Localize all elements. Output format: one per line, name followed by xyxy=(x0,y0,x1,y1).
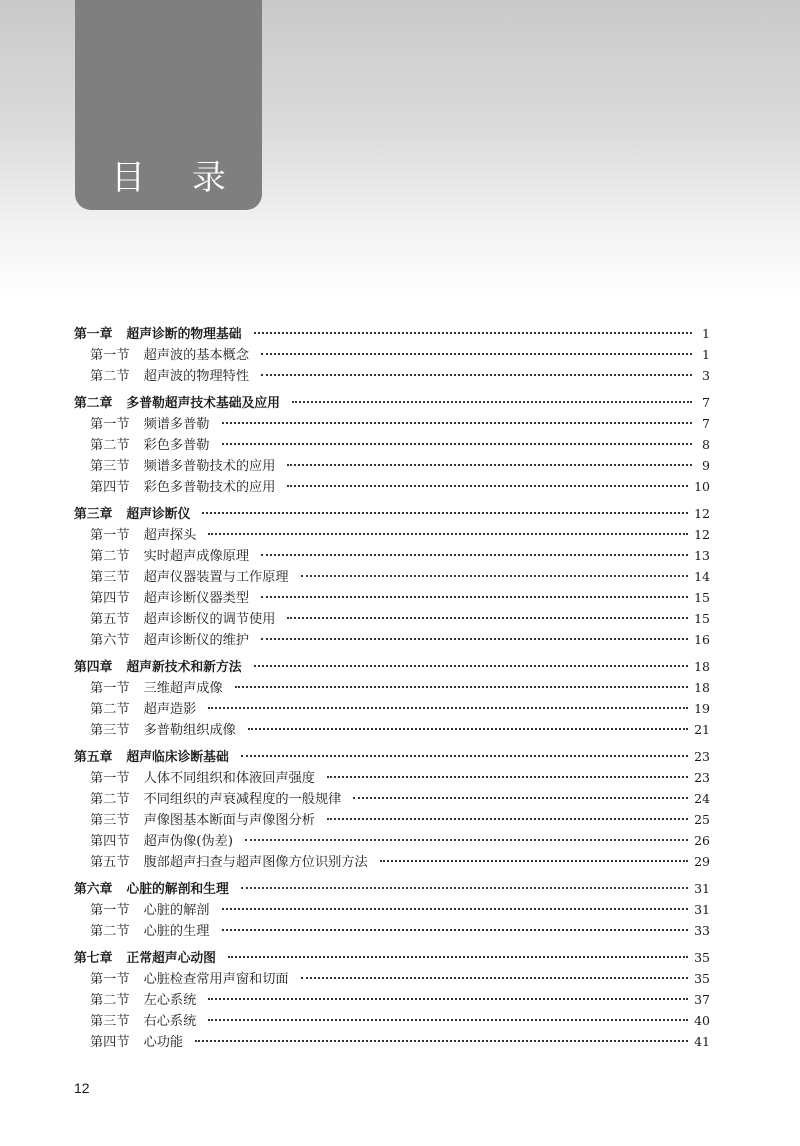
toc-section-number: 第一节 xyxy=(90,417,130,432)
toc-chapter-page: 23 xyxy=(694,749,710,764)
chapter-block xyxy=(74,323,710,386)
toc-chapter-number: 第五章 xyxy=(74,750,113,765)
dot-leader xyxy=(222,908,689,910)
toc-section[interactable] xyxy=(74,719,710,740)
toc-section-title: 超声仪器装置与工作原理 xyxy=(143,570,289,585)
toc-section[interactable] xyxy=(74,629,710,650)
toc-section[interactable] xyxy=(74,524,710,545)
dot-leader xyxy=(353,797,688,799)
dot-leader xyxy=(287,464,692,466)
toc-section-title: 彩色多普勒 xyxy=(143,438,210,453)
toc-section-title: 声像图基本断面与声像图分析 xyxy=(143,813,315,828)
toc-chapter-title: 心脏的解剖和生理 xyxy=(126,882,229,897)
toc-section-title: 超声探头 xyxy=(143,528,197,543)
toc-section-number: 第一节 xyxy=(90,528,130,543)
toc-section-page: 18 xyxy=(694,680,710,695)
toc-section-number: 第二节 xyxy=(90,993,130,1008)
toc-section-title: 心脏检查常用声窗和切面 xyxy=(143,972,289,987)
toc-section[interactable] xyxy=(74,809,710,830)
toc-section-page: 3 xyxy=(702,368,710,383)
toc-chapter-page: 18 xyxy=(694,659,710,674)
toc-chapter-page: 7 xyxy=(702,395,710,410)
toc-section-title: 频谱多普勒技术的应用 xyxy=(143,459,276,474)
dot-leader xyxy=(248,728,688,730)
toc-section-title: 超声诊断仪的维护 xyxy=(143,633,250,648)
toc-section-number: 第五节 xyxy=(90,855,130,870)
toc-section-page: 13 xyxy=(694,548,710,563)
toc-chapter[interactable] xyxy=(74,503,710,524)
toc-chapter-number: 第四章 xyxy=(74,660,113,675)
toc-section-number: 第二节 xyxy=(90,369,130,384)
dot-leader xyxy=(228,956,688,958)
dot-leader xyxy=(208,1019,688,1021)
dot-leader xyxy=(287,485,688,487)
toc-section-number: 第三节 xyxy=(90,1014,130,1029)
toc-section[interactable] xyxy=(74,545,710,566)
page-title: 目 录 xyxy=(111,158,244,198)
toc-section-number: 第四节 xyxy=(90,591,130,606)
toc-section-number: 第一节 xyxy=(90,348,130,363)
toc-section-number: 第一节 xyxy=(90,903,130,918)
toc-chapter[interactable] xyxy=(74,878,710,899)
toc-section[interactable] xyxy=(74,566,710,587)
toc-section-title: 心脏的生理 xyxy=(143,924,210,939)
chapter-block xyxy=(74,947,710,1052)
toc-section[interactable] xyxy=(74,830,710,851)
toc-section-title: 心脏的解剖 xyxy=(143,903,210,918)
toc-section-page: 10 xyxy=(694,479,710,494)
toc-section-page: 24 xyxy=(694,791,710,806)
toc-section-title: 右心系统 xyxy=(143,1014,197,1029)
toc-chapter-title: 正常超声心动图 xyxy=(126,951,216,966)
dot-leader xyxy=(241,887,688,889)
toc-chapter-number: 第一章 xyxy=(74,327,113,342)
toc-section-number: 第五节 xyxy=(90,612,130,627)
toc-section-title: 超声诊断仪的调节使用 xyxy=(143,612,276,627)
toc-section-page: 15 xyxy=(694,590,710,605)
toc-section-title: 心功能 xyxy=(143,1035,184,1050)
toc-section-title: 人体不同组织和体液回声强度 xyxy=(143,771,315,786)
dot-leader xyxy=(208,998,688,1000)
toc-section-title: 实时超声成像原理 xyxy=(143,549,250,564)
toc-section-number: 第二节 xyxy=(90,702,130,717)
dot-leader xyxy=(254,332,692,334)
toc-chapter-number: 第六章 xyxy=(74,882,113,897)
dot-leader xyxy=(261,374,692,376)
toc-section-page: 25 xyxy=(694,812,710,827)
toc-chapter[interactable] xyxy=(74,656,710,677)
toc-section-title: 左心系统 xyxy=(143,993,197,1008)
toc-section[interactable] xyxy=(74,989,710,1010)
toc-chapter-page: 31 xyxy=(694,881,710,896)
toc-section-page: 12 xyxy=(694,527,710,542)
dot-leader xyxy=(208,533,688,535)
toc-section[interactable] xyxy=(74,455,710,476)
toc-chapter-number: 第七章 xyxy=(74,951,113,966)
toc-chapter[interactable] xyxy=(74,392,710,413)
table-of-contents xyxy=(74,323,710,1058)
toc-section-number: 第一节 xyxy=(90,681,130,696)
toc-section[interactable] xyxy=(74,899,710,920)
toc-section-page: 19 xyxy=(694,701,710,716)
toc-chapter-page: 1 xyxy=(702,326,710,341)
toc-section-title: 超声伪像(伪差) xyxy=(143,834,233,849)
toc-section-number: 第四节 xyxy=(90,480,130,495)
toc-section-page: 29 xyxy=(694,854,710,869)
dot-leader xyxy=(261,638,688,640)
toc-section[interactable] xyxy=(74,587,710,608)
toc-chapter-title: 超声新技术和新方法 xyxy=(126,660,242,675)
toc-chapter-number: 第三章 xyxy=(74,507,113,522)
toc-section[interactable] xyxy=(74,698,710,719)
toc-section[interactable] xyxy=(74,344,710,365)
toc-section-number: 第二节 xyxy=(90,438,130,453)
toc-section[interactable] xyxy=(74,920,710,941)
toc-chapter-title: 超声临床诊断基础 xyxy=(126,750,229,765)
toc-section-title: 不同组织的声衰减程度的一般规律 xyxy=(143,792,342,807)
toc-chapter[interactable] xyxy=(74,746,710,767)
toc-section-number: 第三节 xyxy=(90,723,130,738)
toc-section-number: 第四节 xyxy=(90,1035,130,1050)
toc-section-page: 26 xyxy=(694,833,710,848)
toc-section[interactable] xyxy=(74,968,710,989)
toc-section[interactable] xyxy=(74,365,710,386)
toc-section-number: 第一节 xyxy=(90,972,130,987)
toc-section-page: 21 xyxy=(694,722,710,737)
toc-section-number: 第二节 xyxy=(90,792,130,807)
toc-section-number: 第三节 xyxy=(90,570,130,585)
dot-leader xyxy=(292,401,692,403)
dot-leader xyxy=(327,818,688,820)
chapter-block xyxy=(74,878,710,941)
toc-section-title: 三维超声成像 xyxy=(143,681,223,696)
toc-chapter[interactable] xyxy=(74,323,710,344)
dot-leader xyxy=(287,617,688,619)
toc-section-page: 7 xyxy=(702,416,710,431)
toc-section-page: 41 xyxy=(694,1034,710,1049)
toc-section-page: 23 xyxy=(694,770,710,785)
dot-leader xyxy=(222,443,693,445)
toc-section-title: 超声造影 xyxy=(143,702,197,717)
toc-section[interactable] xyxy=(74,788,710,809)
dot-leader xyxy=(235,686,688,688)
toc-section[interactable] xyxy=(74,608,710,629)
toc-section[interactable] xyxy=(74,767,710,788)
toc-section-page: 31 xyxy=(694,902,710,917)
title-tab xyxy=(75,0,262,210)
toc-section[interactable] xyxy=(74,851,710,872)
dot-leader xyxy=(208,707,688,709)
toc-chapter-title: 多普勒超声技术基础及应用 xyxy=(126,396,280,411)
dot-leader xyxy=(261,596,688,598)
toc-section-page: 16 xyxy=(694,632,710,647)
toc-section-title: 多普勒组织成像 xyxy=(143,723,236,738)
chapter-block xyxy=(74,392,710,497)
dot-leader xyxy=(301,977,688,979)
dot-leader xyxy=(195,1040,688,1042)
toc-section-number: 第一节 xyxy=(90,771,130,786)
toc-section[interactable] xyxy=(74,1031,710,1052)
dot-leader xyxy=(380,860,688,862)
dot-leader xyxy=(254,665,689,667)
toc-section[interactable] xyxy=(74,413,710,434)
toc-section-page: 1 xyxy=(702,347,710,362)
toc-section-number: 第四节 xyxy=(90,834,130,849)
dot-leader xyxy=(222,422,693,424)
toc-section-number: 第三节 xyxy=(90,813,130,828)
toc-section-title: 超声波的基本概念 xyxy=(143,348,250,363)
dot-leader xyxy=(261,353,692,355)
dot-leader xyxy=(222,929,689,931)
toc-section-number: 第六节 xyxy=(90,633,130,648)
toc-section[interactable] xyxy=(74,677,710,698)
dot-leader xyxy=(241,755,688,757)
toc-section-page: 9 xyxy=(702,458,710,473)
toc-chapter-title: 超声诊断仪 xyxy=(126,507,191,522)
toc-section-title: 超声波的物理特性 xyxy=(143,369,250,384)
toc-section[interactable] xyxy=(74,1010,710,1031)
toc-chapter-page: 12 xyxy=(694,506,710,521)
toc-chapter[interactable] xyxy=(74,947,710,968)
toc-section-number: 第二节 xyxy=(90,924,130,939)
toc-section-title: 频谱多普勒 xyxy=(143,417,210,432)
toc-section-page: 40 xyxy=(694,1013,710,1028)
toc-section-page: 33 xyxy=(694,923,710,938)
toc-section-page: 37 xyxy=(694,992,710,1007)
toc-section-title: 腹部超声扫查与超声图像方位识别方法 xyxy=(143,855,368,870)
chapter-block xyxy=(74,746,710,872)
chapter-block xyxy=(74,503,710,650)
toc-chapter-title: 超声诊断的物理基础 xyxy=(126,327,242,342)
toc-chapter-page: 35 xyxy=(694,950,710,965)
dot-leader xyxy=(202,512,688,514)
toc-section[interactable] xyxy=(74,476,710,497)
toc-section-page: 8 xyxy=(702,437,710,452)
toc-section-page: 15 xyxy=(694,611,710,626)
chapter-block xyxy=(74,656,710,740)
toc-section-number: 第二节 xyxy=(90,549,130,564)
toc-section-page: 14 xyxy=(694,569,710,584)
page-number: 12 xyxy=(74,1080,90,1096)
toc-chapter-number: 第二章 xyxy=(74,396,113,411)
dot-leader xyxy=(327,776,688,778)
toc-section-title: 彩色多普勒技术的应用 xyxy=(143,480,276,495)
toc-section-page: 35 xyxy=(694,971,710,986)
toc-section-number: 第三节 xyxy=(90,459,130,474)
toc-section[interactable] xyxy=(74,434,710,455)
toc-section-title: 超声诊断仪器类型 xyxy=(143,591,250,606)
dot-leader xyxy=(301,575,688,577)
dot-leader xyxy=(261,554,688,556)
dot-leader xyxy=(245,839,688,841)
